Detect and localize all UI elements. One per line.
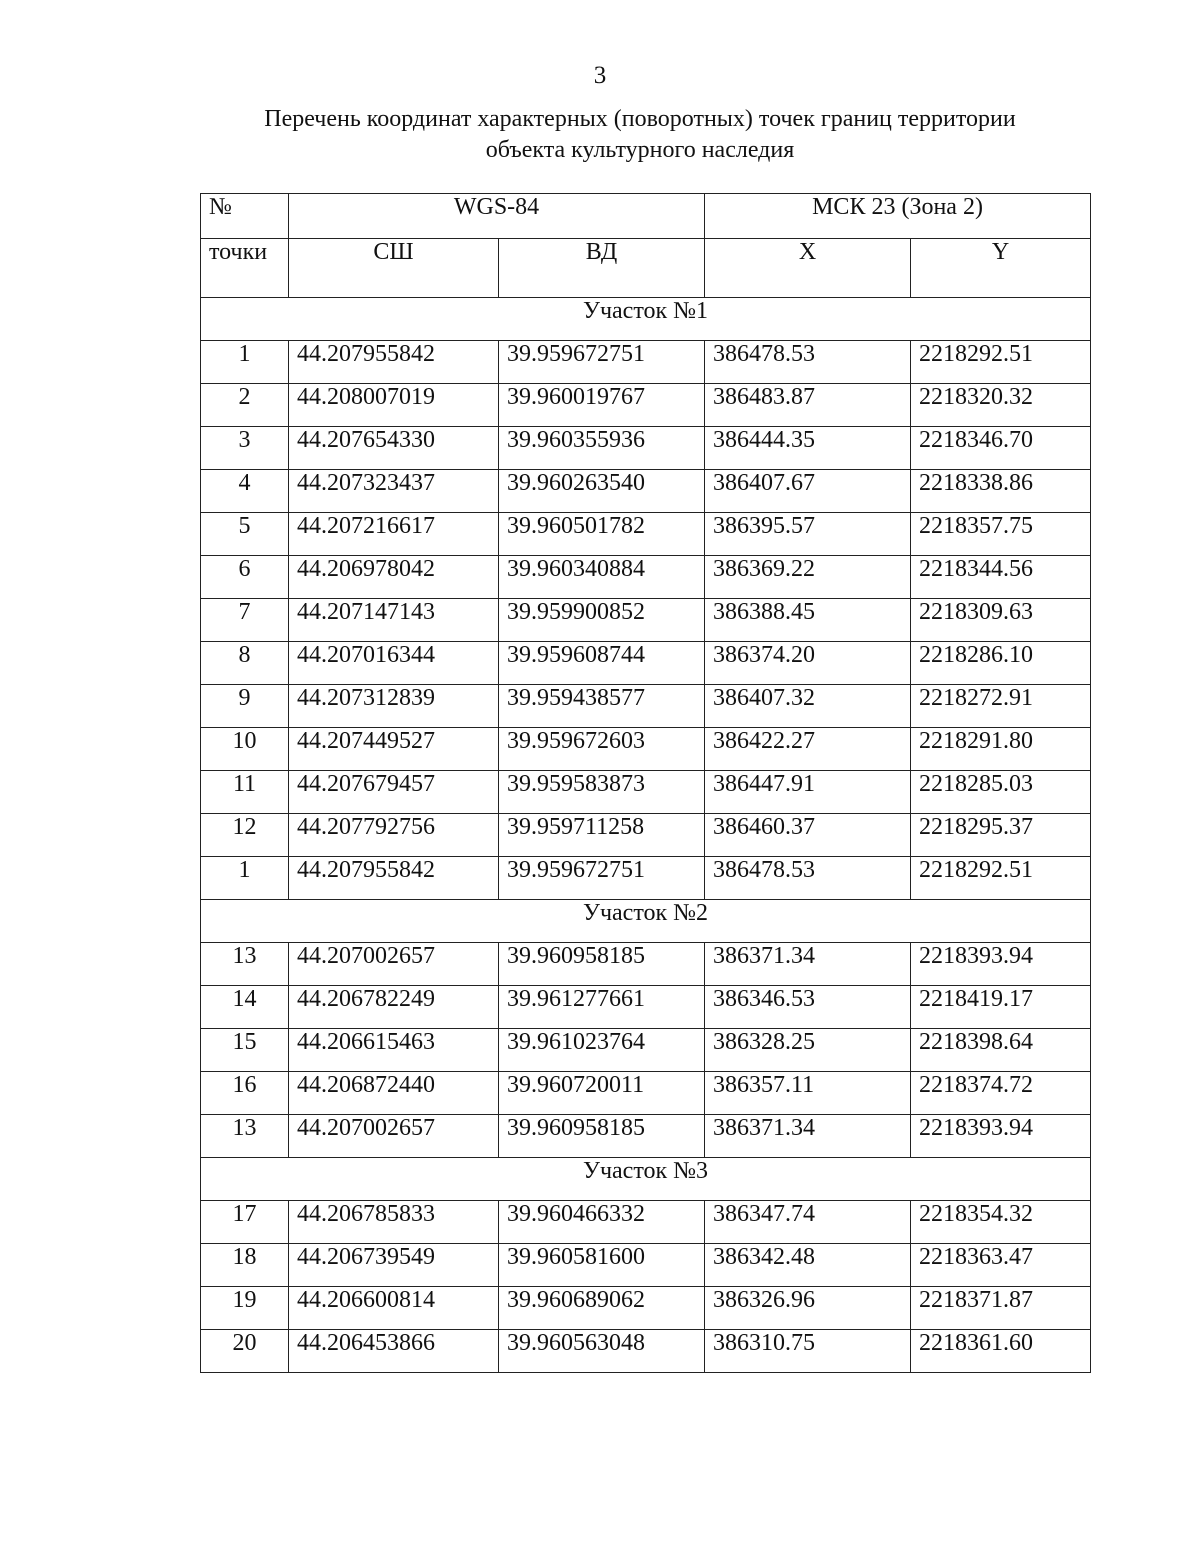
point-number-cell: 9 xyxy=(201,685,289,728)
latitude-cell: 44.207323437 xyxy=(289,470,499,513)
y-coordinate-cell: 2218272.91 xyxy=(911,685,1091,728)
latitude-cell: 44.208007019 xyxy=(289,384,499,427)
header-num-bottom: точки xyxy=(201,239,289,298)
longitude-cell: 39.959438577 xyxy=(499,685,705,728)
x-coordinate-cell: 386371.34 xyxy=(705,1115,911,1158)
y-coordinate-cell: 2218286.10 xyxy=(911,642,1091,685)
point-number-cell: 12 xyxy=(201,814,289,857)
point-number-cell: 13 xyxy=(201,943,289,986)
longitude-cell: 39.959672603 xyxy=(499,728,705,771)
latitude-cell: 44.206453866 xyxy=(289,1330,499,1373)
latitude-cell: 44.207955842 xyxy=(289,857,499,900)
point-number-cell: 4 xyxy=(201,470,289,513)
longitude-cell: 39.960263540 xyxy=(499,470,705,513)
longitude-cell: 39.960501782 xyxy=(499,513,705,556)
x-coordinate-cell: 386478.53 xyxy=(705,341,911,384)
y-coordinate-cell: 2218393.94 xyxy=(911,943,1091,986)
latitude-cell: 44.207679457 xyxy=(289,771,499,814)
x-coordinate-cell: 386444.35 xyxy=(705,427,911,470)
table-row xyxy=(201,513,1091,556)
longitude-cell: 39.960466332 xyxy=(499,1201,705,1244)
point-number-cell: 3 xyxy=(201,427,289,470)
longitude-cell: 39.960689062 xyxy=(499,1287,705,1330)
x-coordinate-cell: 386483.87 xyxy=(705,384,911,427)
x-coordinate-cell: 386478.53 xyxy=(705,857,911,900)
table-row xyxy=(201,943,1091,986)
header-num-top: № xyxy=(201,194,289,239)
point-number-cell: 1 xyxy=(201,857,289,900)
y-coordinate-cell: 2218374.72 xyxy=(911,1072,1091,1115)
longitude-cell: 39.959583873 xyxy=(499,771,705,814)
latitude-cell: 44.206782249 xyxy=(289,986,499,1029)
table-row xyxy=(201,384,1091,427)
point-number-cell: 5 xyxy=(201,513,289,556)
longitude-cell: 39.960958185 xyxy=(499,943,705,986)
table-row xyxy=(201,771,1091,814)
point-number-cell: 1 xyxy=(201,341,289,384)
table-row xyxy=(201,427,1091,470)
x-coordinate-cell: 386342.48 xyxy=(705,1244,911,1287)
longitude-cell: 39.961023764 xyxy=(499,1029,705,1072)
title-line-1: Перечень координат характерных (поворотных) точек границ территории xyxy=(264,106,1016,132)
table-row xyxy=(201,1072,1091,1115)
header-lon: ВД xyxy=(499,239,705,298)
table-row xyxy=(201,599,1091,642)
y-coordinate-cell: 2218344.56 xyxy=(911,556,1091,599)
longitude-cell: 39.960958185 xyxy=(499,1115,705,1158)
header-wgs84: WGS-84 xyxy=(289,194,705,239)
x-coordinate-cell: 386395.57 xyxy=(705,513,911,556)
title-line-2: объекта культурного наследия xyxy=(485,137,795,163)
point-number-cell: 15 xyxy=(201,1029,289,1072)
latitude-cell: 44.206872440 xyxy=(289,1072,499,1115)
point-number-cell: 10 xyxy=(201,728,289,771)
table-row xyxy=(201,1029,1091,1072)
table-row xyxy=(201,470,1091,513)
longitude-cell: 39.960340884 xyxy=(499,556,705,599)
x-coordinate-cell: 386374.20 xyxy=(705,642,911,685)
latitude-cell: 44.207002657 xyxy=(289,1115,499,1158)
table-row xyxy=(201,1287,1091,1330)
longitude-cell: 39.959711258 xyxy=(499,814,705,857)
latitude-cell: 44.206785833 xyxy=(289,1201,499,1244)
y-coordinate-cell: 2218398.64 xyxy=(911,1029,1091,1072)
point-number-cell: 17 xyxy=(201,1201,289,1244)
point-number-cell: 19 xyxy=(201,1287,289,1330)
section-title: Участок №2 xyxy=(201,900,1091,943)
longitude-cell: 39.960019767 xyxy=(499,384,705,427)
longitude-cell: 39.959608744 xyxy=(499,642,705,685)
table-row xyxy=(201,1115,1091,1158)
header-lat: СШ xyxy=(289,239,499,298)
section-title: Участок №1 xyxy=(201,298,1091,341)
longitude-cell: 39.960355936 xyxy=(499,427,705,470)
header-y: Y xyxy=(911,239,1091,298)
y-coordinate-cell: 2218354.32 xyxy=(911,1201,1091,1244)
latitude-cell: 44.207147143 xyxy=(289,599,499,642)
point-number-cell: 8 xyxy=(201,642,289,685)
section-row xyxy=(201,900,1091,943)
point-number-cell: 7 xyxy=(201,599,289,642)
table-row xyxy=(201,814,1091,857)
x-coordinate-cell: 386407.67 xyxy=(705,470,911,513)
table-body xyxy=(201,194,1091,1373)
x-coordinate-cell: 386328.25 xyxy=(705,1029,911,1072)
latitude-cell: 44.207016344 xyxy=(289,642,499,685)
document-title xyxy=(200,104,1080,166)
table-row xyxy=(201,341,1091,384)
latitude-cell: 44.207654330 xyxy=(289,427,499,470)
x-coordinate-cell: 386346.53 xyxy=(705,986,911,1029)
x-coordinate-cell: 386447.91 xyxy=(705,771,911,814)
section-title: Участок №3 xyxy=(201,1158,1091,1201)
table-row xyxy=(201,556,1091,599)
y-coordinate-cell: 2218320.32 xyxy=(911,384,1091,427)
point-number-cell: 6 xyxy=(201,556,289,599)
latitude-cell: 44.206615463 xyxy=(289,1029,499,1072)
x-coordinate-cell: 386460.37 xyxy=(705,814,911,857)
y-coordinate-cell: 2218285.03 xyxy=(911,771,1091,814)
latitude-cell: 44.207216617 xyxy=(289,513,499,556)
table-row xyxy=(201,685,1091,728)
longitude-cell: 39.960563048 xyxy=(499,1330,705,1373)
section-row xyxy=(201,298,1091,341)
x-coordinate-cell: 386369.22 xyxy=(705,556,911,599)
table-row xyxy=(201,1244,1091,1287)
y-coordinate-cell: 2218291.80 xyxy=(911,728,1091,771)
latitude-cell: 44.206978042 xyxy=(289,556,499,599)
x-coordinate-cell: 386357.11 xyxy=(705,1072,911,1115)
latitude-cell: 44.207002657 xyxy=(289,943,499,986)
y-coordinate-cell: 2218371.87 xyxy=(911,1287,1091,1330)
coordinates-table xyxy=(200,193,1091,1373)
y-coordinate-cell: 2218363.47 xyxy=(911,1244,1091,1287)
x-coordinate-cell: 386407.32 xyxy=(705,685,911,728)
table-row xyxy=(201,728,1091,771)
y-coordinate-cell: 2218338.86 xyxy=(911,470,1091,513)
y-coordinate-cell: 2218292.51 xyxy=(911,341,1091,384)
header-x: X xyxy=(705,239,911,298)
latitude-cell: 44.206739549 xyxy=(289,1244,499,1287)
y-coordinate-cell: 2218295.37 xyxy=(911,814,1091,857)
point-number-cell: 18 xyxy=(201,1244,289,1287)
longitude-cell: 39.959672751 xyxy=(499,857,705,900)
latitude-cell: 44.206600814 xyxy=(289,1287,499,1330)
y-coordinate-cell: 2218357.75 xyxy=(911,513,1091,556)
y-coordinate-cell: 2218361.60 xyxy=(911,1330,1091,1373)
table-row xyxy=(201,1330,1091,1373)
longitude-cell: 39.960581600 xyxy=(499,1244,705,1287)
x-coordinate-cell: 386347.74 xyxy=(705,1201,911,1244)
latitude-cell: 44.207312839 xyxy=(289,685,499,728)
point-number-cell: 13 xyxy=(201,1115,289,1158)
longitude-cell: 39.961277661 xyxy=(499,986,705,1029)
table-row xyxy=(201,857,1091,900)
latitude-cell: 44.207449527 xyxy=(289,728,499,771)
table-row xyxy=(201,642,1091,685)
point-number-cell: 16 xyxy=(201,1072,289,1115)
y-coordinate-cell: 2218419.17 xyxy=(911,986,1091,1029)
table-row xyxy=(201,986,1091,1029)
longitude-cell: 39.960720011 xyxy=(499,1072,705,1115)
header-row-1 xyxy=(201,194,1091,239)
x-coordinate-cell: 386326.96 xyxy=(705,1287,911,1330)
point-number-cell: 2 xyxy=(201,384,289,427)
y-coordinate-cell: 2218292.51 xyxy=(911,857,1091,900)
y-coordinate-cell: 2218346.70 xyxy=(911,427,1091,470)
longitude-cell: 39.959900852 xyxy=(499,599,705,642)
point-number-cell: 20 xyxy=(201,1330,289,1373)
x-coordinate-cell: 386310.75 xyxy=(705,1330,911,1373)
page-number: 3 xyxy=(593,62,607,89)
latitude-cell: 44.207792756 xyxy=(289,814,499,857)
x-coordinate-cell: 386371.34 xyxy=(705,943,911,986)
y-coordinate-cell: 2218393.94 xyxy=(911,1115,1091,1158)
longitude-cell: 39.959672751 xyxy=(499,341,705,384)
x-coordinate-cell: 386422.27 xyxy=(705,728,911,771)
point-number-cell: 14 xyxy=(201,986,289,1029)
latitude-cell: 44.207955842 xyxy=(289,341,499,384)
y-coordinate-cell: 2218309.63 xyxy=(911,599,1091,642)
header-msk23: МСК 23 (Зона 2) xyxy=(705,194,1091,239)
point-number-cell: 11 xyxy=(201,771,289,814)
header-row-2 xyxy=(201,239,1091,298)
table-row xyxy=(201,1201,1091,1244)
section-row xyxy=(201,1158,1091,1201)
x-coordinate-cell: 386388.45 xyxy=(705,599,911,642)
